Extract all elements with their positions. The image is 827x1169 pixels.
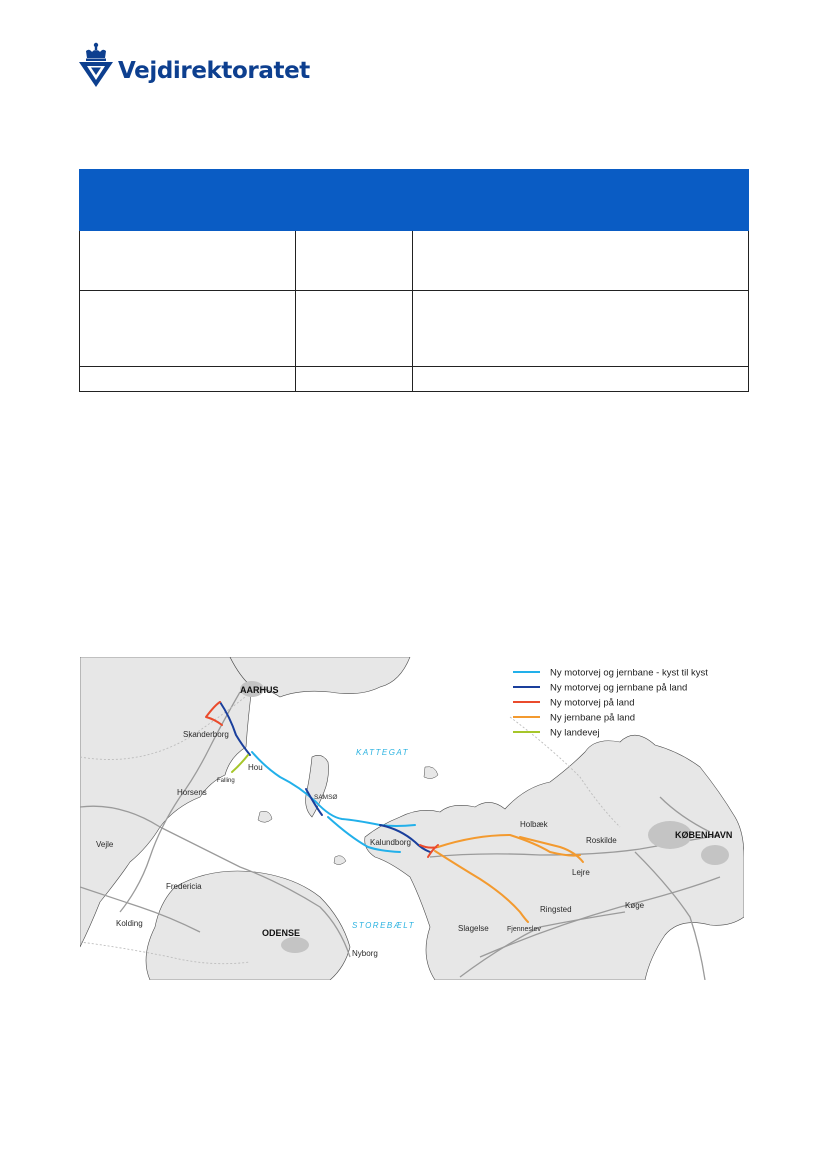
crown-shield-icon <box>78 42 114 88</box>
label-kolding: Kolding <box>116 919 143 928</box>
label-slagelse: Slagelse <box>458 924 489 933</box>
label-roskilde: Roskilde <box>586 836 617 845</box>
legend-label: Ny landevej <box>550 727 600 739</box>
table-cell <box>80 291 296 367</box>
label-vejle: Vejle <box>96 840 114 849</box>
label-fjenneslev: Fjenneslev <box>507 926 541 933</box>
info-table <box>79 169 749 392</box>
table-cell <box>296 367 413 392</box>
label-samso: SAMSØ <box>314 794 338 801</box>
table-row <box>80 367 749 392</box>
table-header-row <box>80 170 749 231</box>
table-header-cell <box>296 170 413 231</box>
label-horsens: Horsens <box>177 788 207 797</box>
legend-label: Ny motorvej og jernbane på land <box>550 682 688 694</box>
label-kattegat: KATTEGAT <box>356 748 410 757</box>
table-cell <box>296 291 413 367</box>
table-row <box>80 291 749 367</box>
label-kalundborg: Kalundborg <box>370 838 411 847</box>
table-cell <box>413 231 749 291</box>
label-falling: Falling <box>217 778 235 784</box>
label-lejre: Lejre <box>572 868 590 877</box>
table-row <box>80 231 749 291</box>
table-header-cell <box>80 170 296 231</box>
label-nyborg: Nyborg <box>352 949 378 958</box>
label-ringsted: Ringsted <box>540 905 572 914</box>
label-holbaek: Holbæk <box>520 820 548 829</box>
table-cell <box>80 231 296 291</box>
table-cell <box>413 291 749 367</box>
route-map <box>80 657 744 980</box>
table-cell <box>413 367 749 392</box>
label-fredericia: Fredericia <box>166 882 202 891</box>
logo-wordmark: Vejdirektoratet <box>118 58 310 84</box>
label-kobenhavn: KØBENHAVN <box>675 830 733 840</box>
vejdirektoratet-logo <box>78 42 310 90</box>
label-storebaelt: STOREBÆLT <box>352 921 415 930</box>
table-cell <box>296 231 413 291</box>
legend-label: Ny jernbane på land <box>550 712 636 724</box>
label-skanderborg: Skanderborg <box>183 730 229 739</box>
table-header-cell <box>413 170 749 231</box>
label-aarhus: AARHUS <box>240 685 279 695</box>
label-odense: ODENSE <box>262 928 301 938</box>
legend-label: Ny motorvej på land <box>550 697 635 709</box>
table-cell <box>80 367 296 392</box>
legend-label: Ny motorvej og jernbane - kyst til kyst <box>550 667 708 679</box>
label-koge: Køge <box>625 901 645 910</box>
label-hou: Hou <box>248 763 263 772</box>
